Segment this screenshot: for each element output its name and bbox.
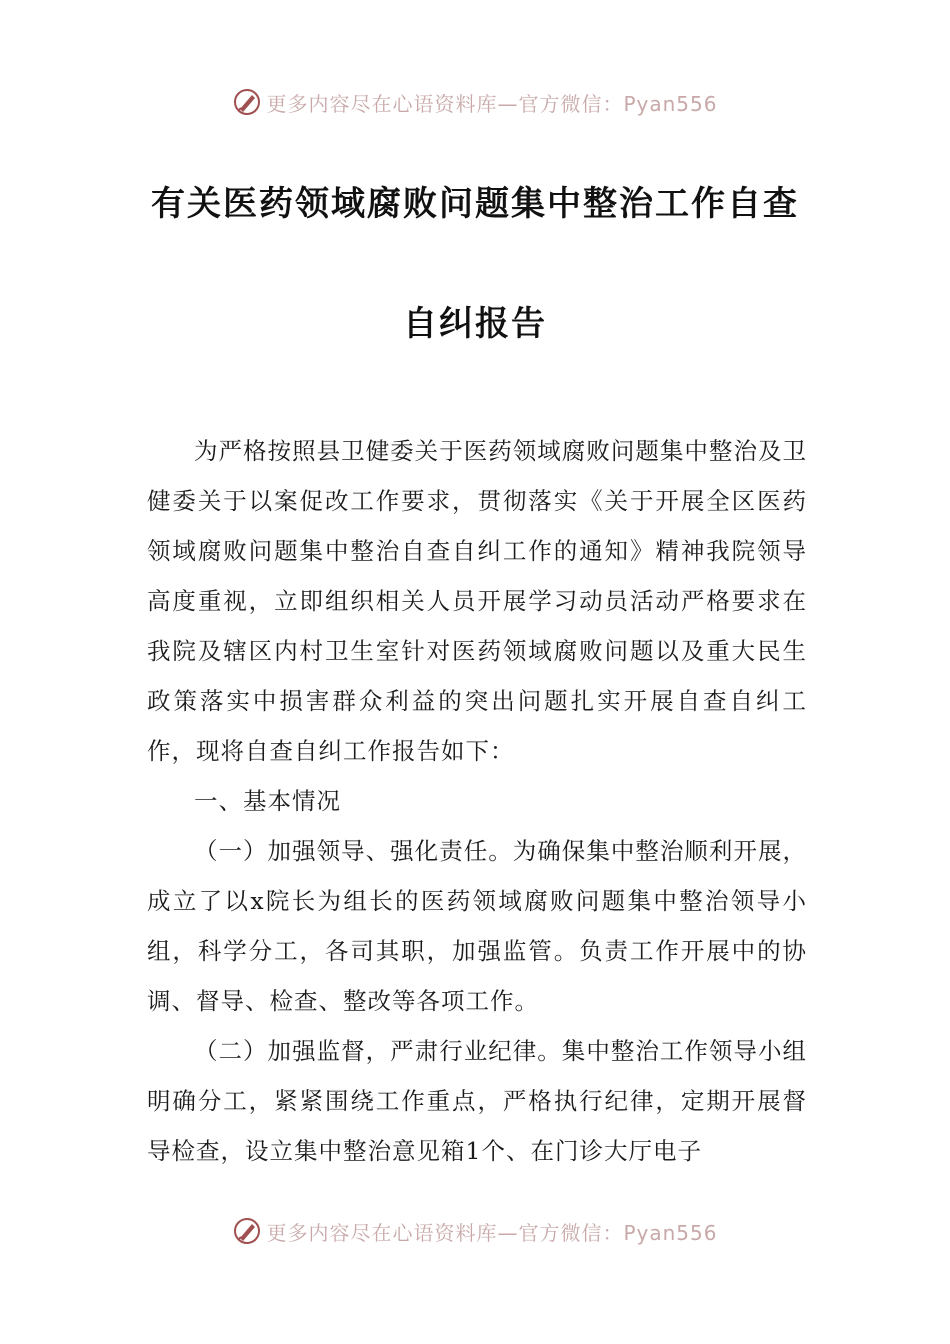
watermark-text: 更多内容尽在心语资料库—官方微信：Pyan556 bbox=[266, 1220, 718, 1245]
document-title-line1: 有关医药领域腐败问题集中整治工作自查 bbox=[151, 184, 799, 224]
section-heading-basic: 一、基本情况 bbox=[194, 787, 341, 815]
header-watermark bbox=[0, 82, 950, 122]
document-title-line2: 自纠报告 bbox=[403, 304, 547, 344]
paragraph-intro: 为严格按照县卫健委关于医药领域腐败问题集中整治及卫健委关于以案促改工作要求，贯彻落实《关于开展全区医药领域腐败问题集中整治自查自纠工作的通知》精神我院领导高度重视，立即组织相关人员开展学习动员活动严格要求在我院及辖区内村卫生室针对医药领域腐败问题以及重大民生政策落实中损害群众利益的突出问题扎实开展自查自纠工作，现将自查自纠工作报告如下： bbox=[147, 437, 807, 765]
paragraph-leadership: （一）加强领导、强化责任。为确保集中整治顺利开展，成立了以x院长为组长的医药领域腐败问题集中整治领导小组，科学分工，各司其职，加强监管。负责工作开展中的协调、督导、检查、整改等各项工作。 bbox=[147, 837, 807, 1015]
paragraph-supervision: （二）加强监督，严肃行业纪律。集中整治工作领导小组明确分工，紧紧围绕工作重点，严格执行纪律，定期开展督导检查，设立集中整治意见箱1个、在门诊大厅电子 bbox=[147, 1037, 807, 1165]
footer-watermark bbox=[0, 1211, 950, 1251]
pen-logo-icon bbox=[232, 1216, 262, 1246]
document-body bbox=[147, 426, 807, 1176]
pen-logo-icon bbox=[232, 87, 262, 117]
watermark-text: 更多内容尽在心语资料库—官方微信：Pyan556 bbox=[266, 91, 718, 116]
